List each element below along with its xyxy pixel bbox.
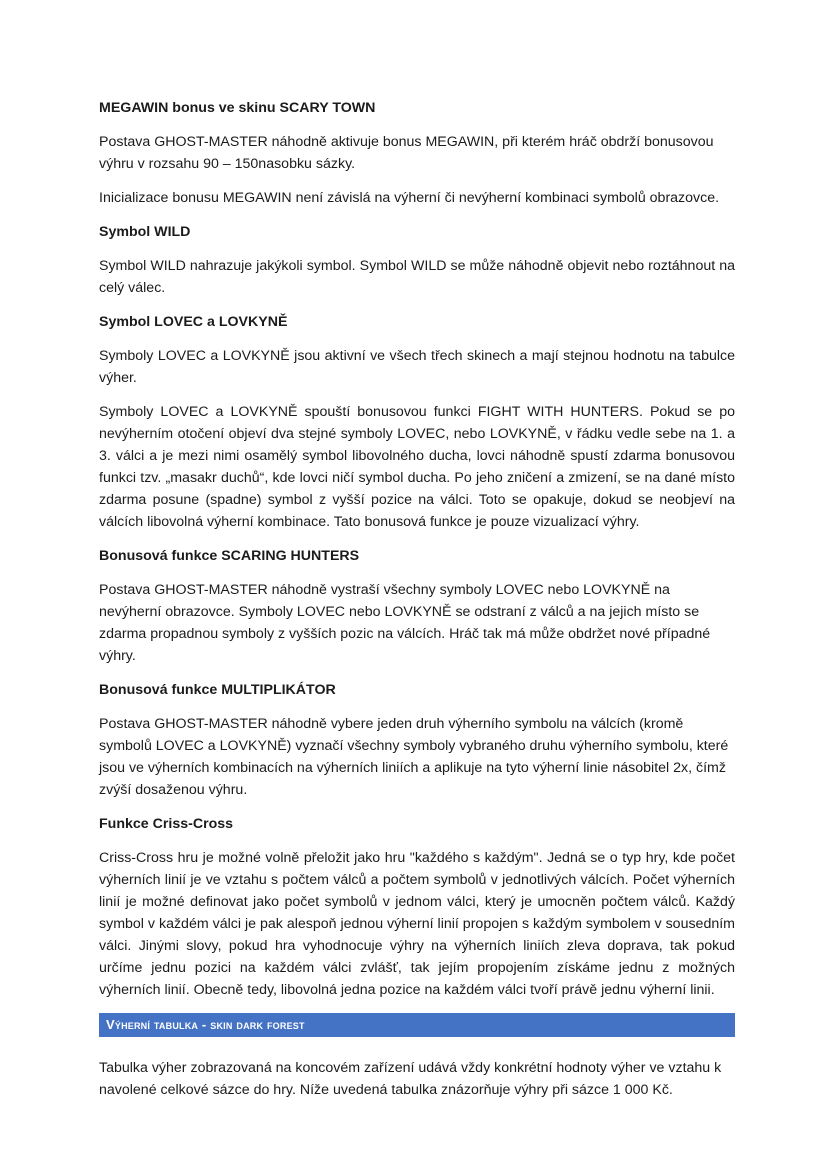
heading-symbol-lovec-lovkyne: Symbol LOVEC a LOVKYNĚ (99, 314, 288, 330)
paragraph-symbol-wild: Symbol WILD nahrazuje jakýkoli symbol. Symbol WILD se může náhodně objevit nebo roztáhnout na celý válec. (99, 258, 735, 296)
section-banner-vyherni-tabulka: Výherní tabulka - skin dark forest (99, 1013, 735, 1037)
paragraph-lovec-lovkyne-active: Symboly LOVEC a LOVKYNĚ jsou aktivní ve všech třech skinech a mají stejnou hodnotu na tabulce výher. (99, 348, 735, 386)
paragraph-criss-cross: Criss-Cross hru je možné volně přeložit jako hru "každého s každým". Jedná se o typ hry, kde počet výherních linií je ve vztahu s počtem válců a počtem symbolů v jednotlivých válcích. Počet výherních linií je možné definovat jako počet symbolů v jednom válci, který je umocněn počtem válců. Každý symbol v každém válci je pak alespoň jednou výherní linií propojen s každým symbolem v sousedním válci. Jinými slovy, pokud hra vyhodnocuje výhry na výherních liniích zleva doprava, tak pokud určíme jednu pozici na každém válci zvlášť, tak jejím propojením získáme jednu z možných výherních linií. Obecně tedy, libovolná jedna pozice na každém válci tvoří právě jednu výherní linii. (99, 850, 735, 998)
heading-megawin-bonus: MEGAWIN bonus ve skinu SCARY TOWN (99, 100, 376, 116)
paragraph-megawin-initialization: Inicializace bonusu MEGAWIN není závislá na výherní či nevýherní kombinaci symbolů obrazovce. (99, 190, 720, 206)
paragraph-multiplikator: Postava GHOST-MASTER náhodně vybere jeden druh výherního symbolu na válcích (kromě symbolů LOVEC a LOVKYNĚ) vyznačí všechny symboly vybraného druhu výherního symbolu, které jsou ve výherních kombinacích na výherních liniích a aplikuje na tyto výherní linie násobitel 2x, čímž zvýší dosaženou výhru. (99, 716, 729, 798)
paragraph-fight-with-hunters: Symboly LOVEC a LOVKYNĚ spouští bonusovou funkci FIGHT WITH HUNTERS. Pokud se po nevýherním otočení objeví dva stejné symboly LOVEC, nebo LOVKYNĚ, v řádku vedle sebe na 1. a 3. válci a je mezi nimi osamělý symbol libovolného ducha, lovci náhodně spustí zdarma bonusovou funkci tzv. „masakr duchů“, kde lovci ničí symbol ducha. Po jeho zničení a zmizení, se na dané místo zdarma posune (spadne) symbol z vyšší pozice na válci. Toto se opakuje, dokud se neobjeví na válcích libovolná výherní kombinace. Tato bonusová funkce je pouze vizualizací výhry. (99, 404, 735, 530)
heading-symbol-wild: Symbol WILD (99, 224, 191, 240)
heading-scaring-hunters: Bonusová funkce SCARING HUNTERS (99, 548, 360, 564)
heading-multiplikator: Bonusová funkce MULTIPLIKÁTOR (99, 682, 336, 698)
paragraph-scaring-hunters: Postava GHOST-MASTER náhodně vystraší všechny symboly LOVEC nebo LOVKYNĚ na nevýherní obrazovce. Symboly LOVEC nebo LOVKYNĚ se odstraní z válců a na jejich místo se zdarma propadnou symboly z vyšších pozic na válcích. Hráč tak má může obdržet nové případné výhry. (99, 582, 711, 664)
paragraph-megawin-activation: Postava GHOST-MASTER náhodně aktivuje bonus MEGAWIN, při kterém hráč obdrží bonusovou výhru v rozsahu 90 – 150nasobku sázky. (99, 134, 714, 172)
heading-criss-cross: Funkce Criss-Cross (99, 816, 234, 832)
paragraph-vyherni-tabulka-intro: Tabulka výher zobrazovaná na koncovém zařízení udává vždy konkrétní hodnoty výher ve vztahu k navolené celkové sázce do hry. Níže uvedená tabulka znázorňuje výhry při sázce 1 000 Kč. (99, 1060, 722, 1098)
